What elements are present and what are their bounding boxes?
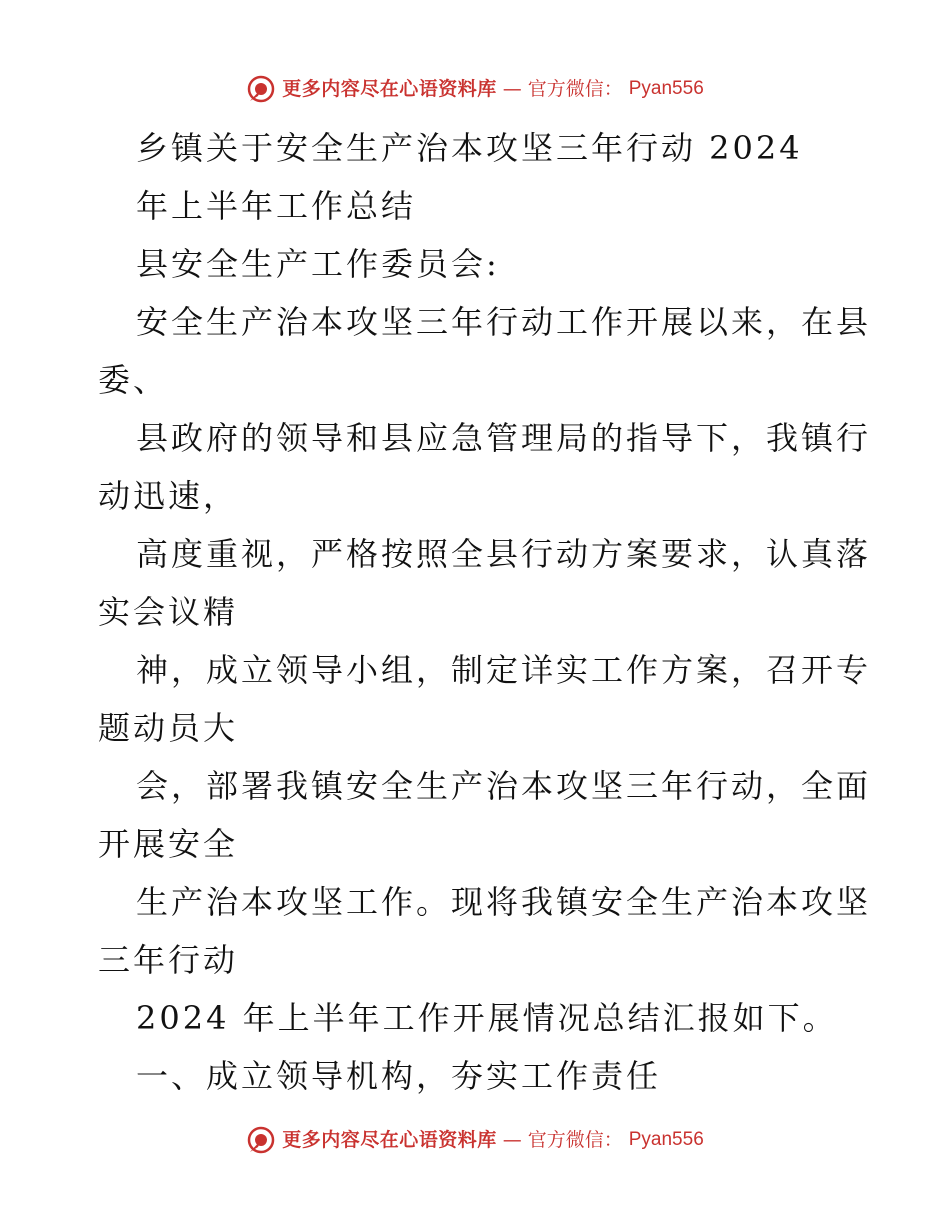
document-line: 题动员大 [98, 709, 239, 747]
watermark-main-text: 更多内容尽在心语资料库 [282, 78, 497, 100]
watermark-wechat-id: Pyan556 [628, 78, 704, 99]
document-line: 实会议精 [98, 593, 239, 631]
watermark-separator: — [502, 78, 522, 100]
document-line: 县安全生产工作委员会: [136, 245, 500, 283]
watermark-suffix-text: 官方微信： [527, 1129, 623, 1151]
document-body [98, 119, 872, 1105]
pen-nib-circle-icon [246, 74, 276, 104]
watermark-separator: — [502, 1129, 522, 1151]
document-line: 安全生产治本攻坚三年行动工作开展以来，在县 [136, 303, 872, 341]
document-line: 委、 [98, 361, 169, 399]
watermark-suffix-text: 官方微信： [527, 78, 623, 100]
document-line: 三年行动 [98, 941, 239, 979]
document-line: 动迅速， [98, 477, 239, 515]
document-line: 会，部署我镇安全生产治本攻坚三年行动，全面 [136, 767, 872, 805]
document-line: 高度重视，严格按照全县行动方案要求，认真落 [136, 535, 872, 573]
document-line: 生产治本攻坚工作。现将我镇安全生产治本攻坚 [136, 883, 872, 921]
watermark-wechat-id: Pyan556 [628, 1129, 704, 1150]
watermark-main-text: 更多内容尽在心语资料库 [282, 1129, 497, 1151]
document-line: 2024 年上半年工作开展情况总结汇报如下。 [136, 999, 838, 1037]
document-line: 乡镇关于安全生产治本攻坚三年行动 2024 [136, 129, 803, 167]
document-line: 神，成立领导小组，制定详实工作方案，召开专 [136, 651, 872, 689]
pen-nib-circle-icon [246, 1125, 276, 1155]
document-line: 开展安全 [98, 825, 239, 863]
footer-watermark [0, 1125, 950, 1155]
document-line: 年上半年工作总结 [136, 187, 417, 225]
document-line: 一、成立领导机构，夯实工作责任 [136, 1057, 662, 1095]
header-watermark [0, 74, 950, 104]
document-line: 县政府的领导和县应急管理局的指导下，我镇行 [136, 419, 872, 457]
